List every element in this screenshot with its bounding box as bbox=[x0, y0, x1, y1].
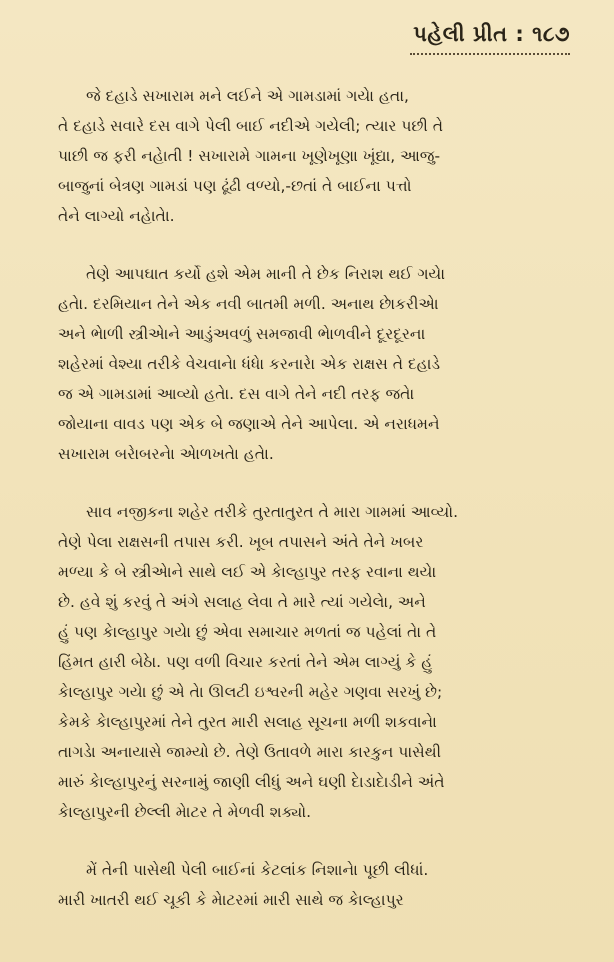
text-line: બાજુનાં બેત્રણ ગામડાં પણ ઢૂંઢી વળ્યો,-છતાં તે બાઈના પત્તો bbox=[58, 177, 412, 195]
text-line: તે દહાડે સવારે દસ વાગે પેલી બાઈ નદીએ ગયેલી; ત્યાર પછી તે bbox=[58, 117, 444, 135]
paragraph bbox=[58, 81, 570, 231]
text-line: છે. હવે શું કરવું તે અંગે સલાહ લેવા તે મારે ત્યાં ગયેલેા, અને bbox=[58, 593, 426, 611]
text-line: મારું કેાલ્હાપુરનું સરનામું જાણી લીધું અને ઘણી દેાડાદેાડીને અંતે bbox=[58, 773, 445, 791]
text-line: જ એ ગામડામાં આવ્યો હતેા. દસ વાગે તેને નદી તરફ જતેા bbox=[58, 385, 415, 403]
paragraph bbox=[58, 855, 570, 915]
text-line: તેને લાગ્યો નહેાતેા. bbox=[58, 207, 175, 225]
paragraph bbox=[58, 259, 570, 469]
text-line: કેમકે કેાલ્હાપુરમાં તેને તુરત મારી સલાહ સૂચના મળી શકવાનેા bbox=[58, 713, 437, 731]
text-line: પાછી જ ફરી નહેાતી ! સખારામે ગામના ખૂણેખૂણા ખૂંદ્યા, આજુ- bbox=[58, 147, 441, 165]
text-line: તેણે પેલા રાક્ષસની તપાસ કરી. ખૂબ તપાસને અંતે તેને ખબર bbox=[58, 533, 424, 551]
text-line: હતેા. દરમિયાન તેને એક નવી બાતમી મળી. અનાથ છેાકરીએા bbox=[58, 295, 439, 313]
body-text bbox=[58, 81, 570, 915]
text-line: કેાલ્હાપુર ગયેા છું એ તેા ઊલટી ઇશ્વરની મહેર ગણવા સરખું છે; bbox=[58, 683, 443, 701]
text-line: જોયાના વાવડ પણ એક બે જણાએ તેને આપેલા. એ નરાધમને bbox=[58, 415, 440, 433]
text-line: તાગડેા અનાયાસે જામ્યો છે. તેણે ઉતાવળે મારા કારકુન પાસેથી bbox=[58, 743, 442, 761]
text-line: હું પણ કેાલ્હાપુર ગયેા છું એવા સમાચાર મળતાં જ પહેલાં તેા તે bbox=[58, 623, 437, 641]
text-line: મેં તેની પાસેથી પેલી બાઈનાં કેટલાંક નિશાનેા પૂછી લીધાં. bbox=[86, 861, 429, 879]
text-line: કેાલ્હાપુરની છેલ્લી મેાટર તે મેળવી શક્યો. bbox=[58, 803, 312, 821]
text-line: અને ભેાળી સ્ત્રીએાને આડુંઅવળું સમજાવી ભેાળવીને દૂરદૂરના bbox=[58, 325, 426, 343]
text-line: સાવ નજીકના શહેર તરીકે તુરતાતુરત તે મારા ગામમાં આવ્યો. bbox=[86, 503, 459, 521]
text-line: સખારામ બરેાબરનેા એાળખતેા હતેા. bbox=[58, 445, 274, 463]
text-line: હિંમત હારી બેઠેા. પણ વળી વિચાર કરતાં તેને એમ લાગ્યું કે હું bbox=[58, 653, 433, 671]
text-line: મળ્યા કે બે સ્ત્રીએાને સાથે લઈ એ કેાલ્હાપુર તરફ રવાના થયેા bbox=[58, 563, 437, 581]
text-line: શહેરમાં વેશ્યા તરીકે વેચવાનેા ધંધેા કરનારેા એક રાક્ષસ તે દહાડે bbox=[58, 355, 440, 373]
paragraph bbox=[58, 497, 570, 827]
running-title: પહેલી પ્રીત : ૧૮૭ bbox=[413, 22, 570, 46]
page-header bbox=[58, 22, 570, 55]
text-line: મારી ખાતરી થઈ ચૂકી કે મેાટરમાં મારી સાથે જ કેાલ્હાપુર bbox=[58, 891, 404, 909]
header-rule bbox=[410, 53, 570, 55]
text-line: તેણે આપઘાત કર્યો હશે એમ માની તે છેક નિરાશ થઈ ગયેા bbox=[86, 265, 446, 283]
text-line: જે દહાડે સખારામ મને લઈને એ ગામડામાં ગયેા હતા, bbox=[86, 87, 409, 105]
